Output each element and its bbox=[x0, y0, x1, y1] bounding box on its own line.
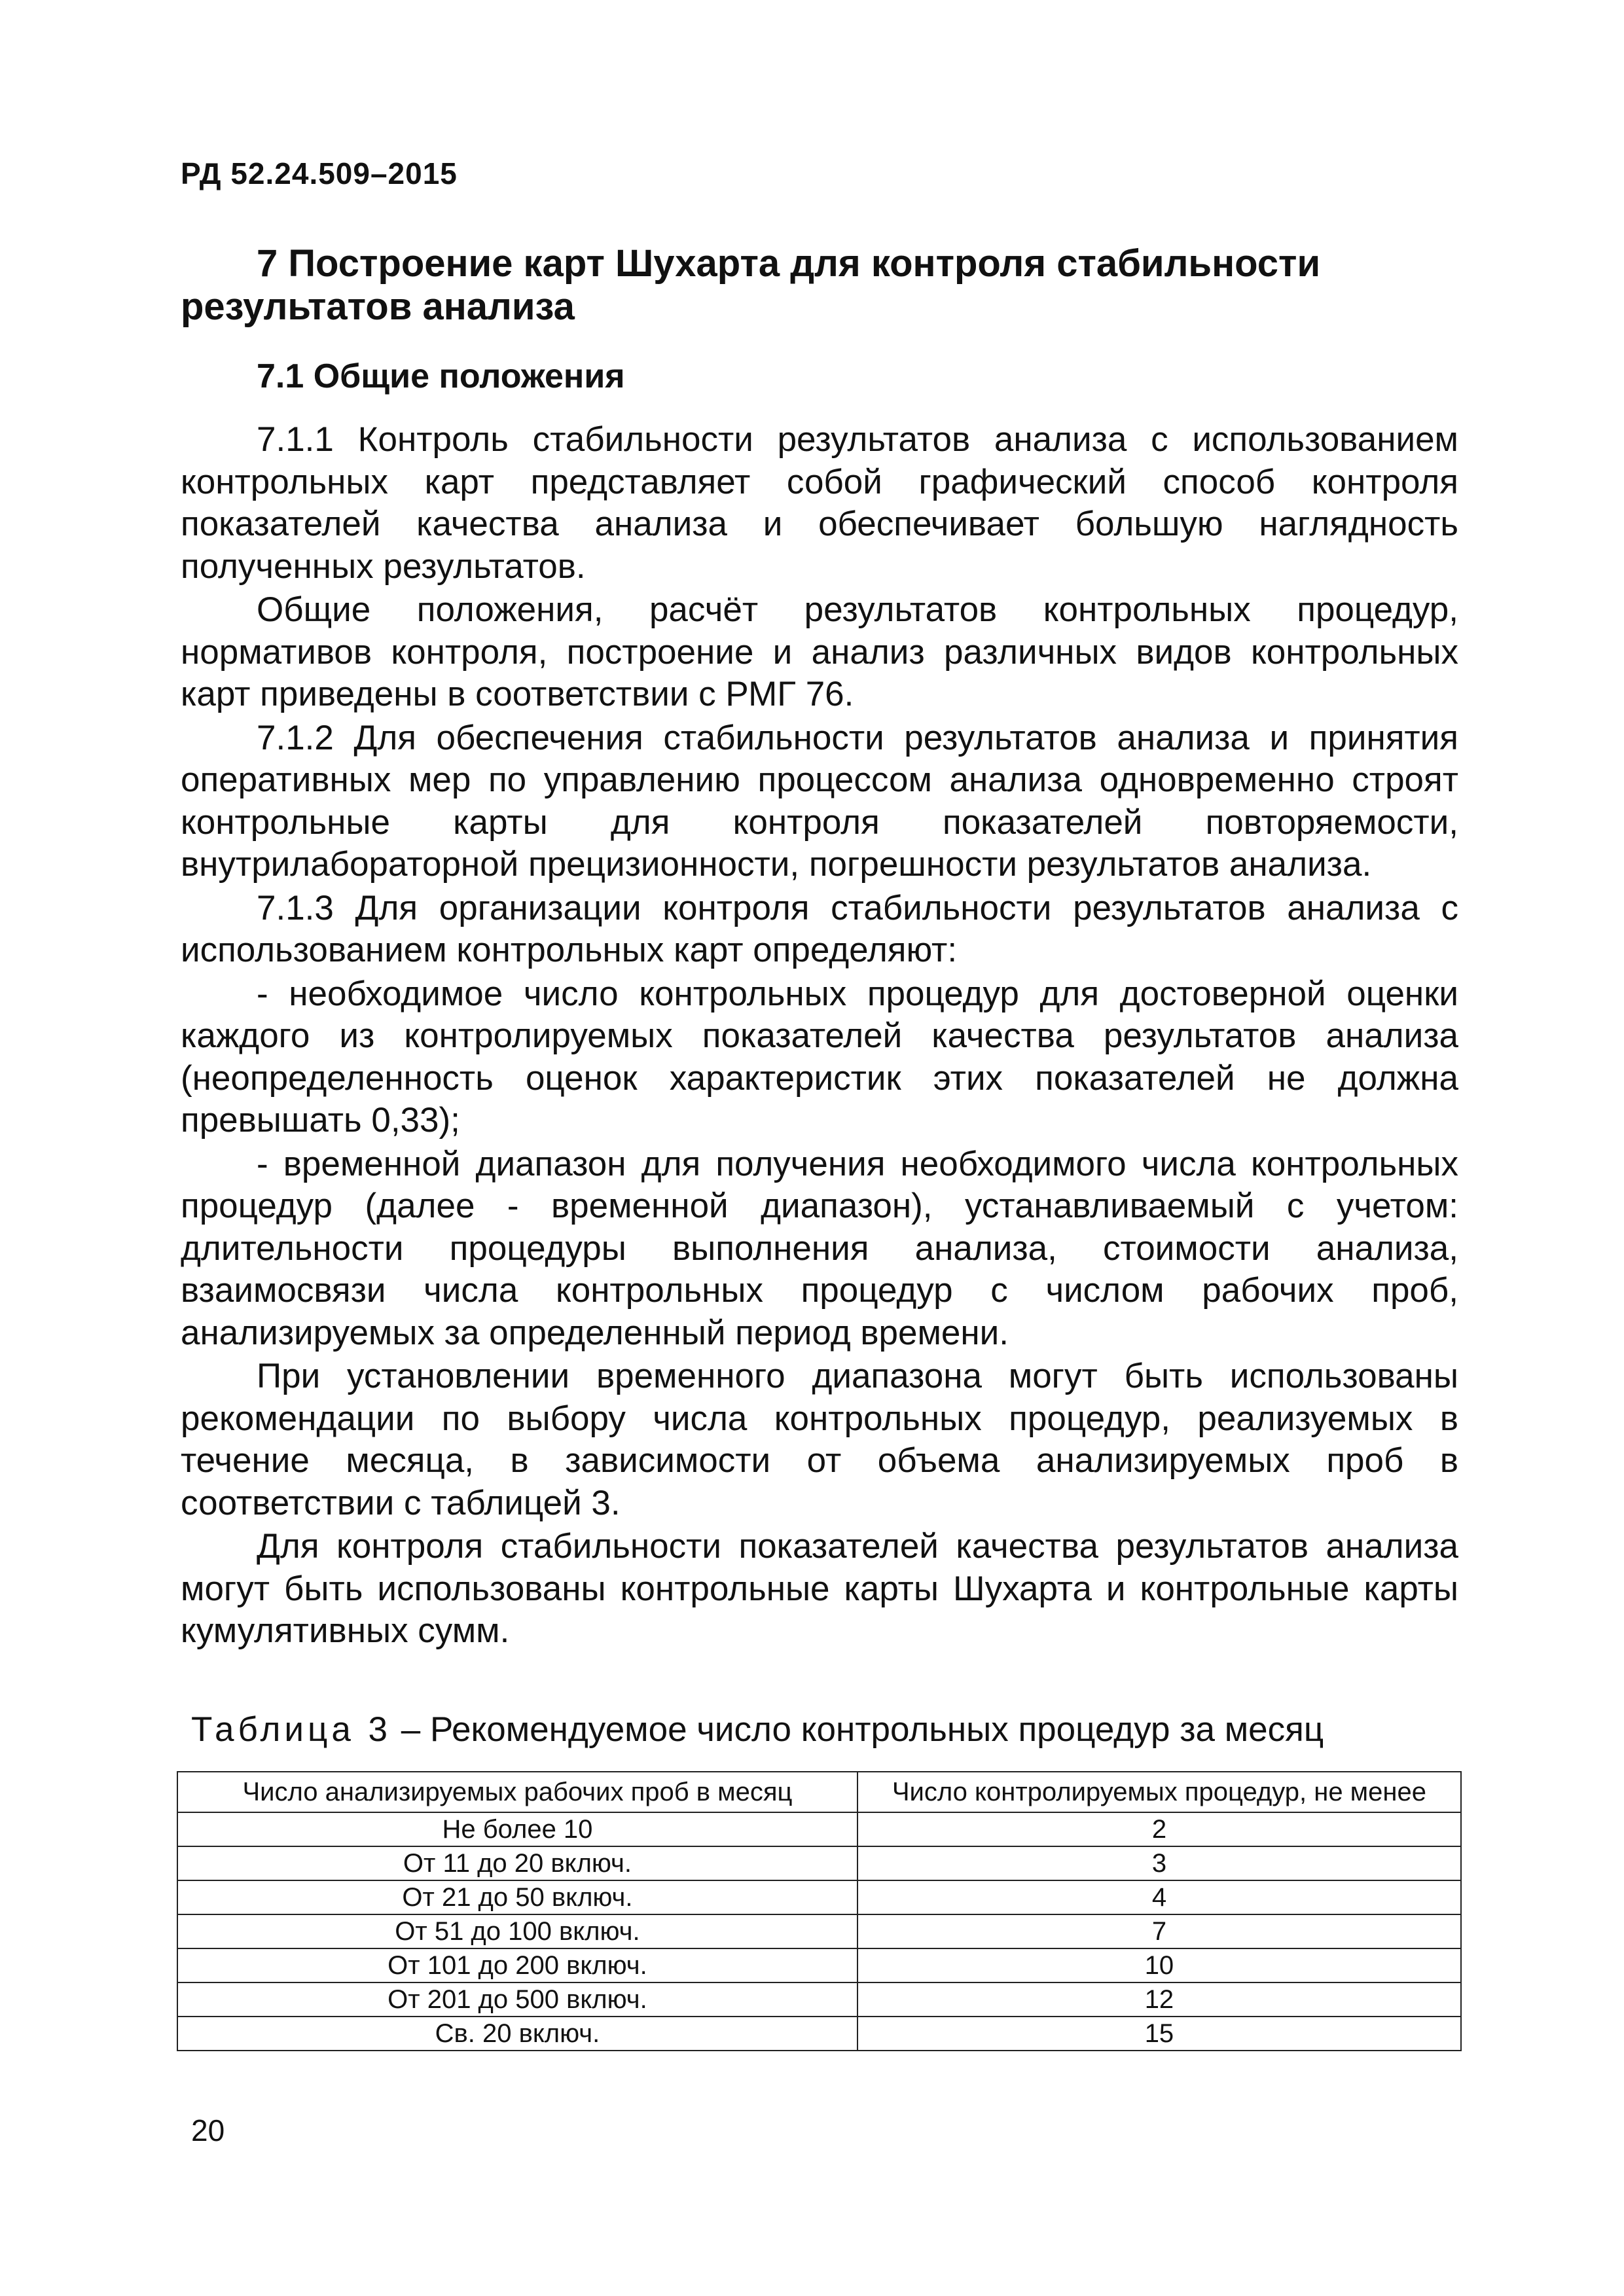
table-cell-procedures: 4 bbox=[857, 1880, 1461, 1914]
table-cell-samples: От 21 до 50 включ. bbox=[177, 1880, 857, 1914]
table-cell-procedures: 12 bbox=[857, 1982, 1461, 2017]
table-header-procedures: Число контролируемых процедур, не менее bbox=[857, 1772, 1461, 1812]
table-cell-procedures: 2 bbox=[857, 1812, 1461, 1846]
table-cell-procedures: 3 bbox=[857, 1846, 1461, 1880]
table-caption-text: – Рекомендуемое число контрольных процедур за месяц bbox=[391, 1710, 1324, 1749]
paragraph-7-1-1: 7.1.1 Контроль стабильности результатов анализа с использованием контрольных карт представляет собой графический способ контроля показателей качества анализа и обеспечивает большую наглядность полученных результатов. bbox=[181, 420, 1458, 586]
subsection-title: 7.1 Общие положения bbox=[257, 357, 625, 395]
paragraph-time-range: При установлении временного диапазона могут быть использованы рекомендации по выбору числа контрольных процедур, реализуемых в течение месяца, в зависимости от объема анализируемых проб в соответствии с таблицей 3. bbox=[181, 1357, 1458, 1522]
table-row bbox=[177, 2017, 1461, 2051]
table-row bbox=[177, 1982, 1461, 2017]
table-caption bbox=[191, 1710, 1461, 1749]
table-caption-label: Таблица 3 bbox=[191, 1710, 392, 1749]
table-cell-samples: От 101 до 200 включ. bbox=[177, 1948, 857, 1982]
section-title bbox=[181, 242, 1454, 329]
table-row bbox=[177, 1914, 1461, 1948]
paragraph-7-1-2: 7.1.2 Для обеспечения стабильности результатов анализа и принятия оперативных мер по управлению процессом анализа одновременно строят контрольные карты для контроля показателей повторяемости, внутрилабораторной прецизионности, погрешности результатов анализа. bbox=[181, 718, 1458, 884]
table-row bbox=[177, 1812, 1461, 1846]
table-cell-samples: От 11 до 20 включ. bbox=[177, 1846, 857, 1880]
table-cell-procedures: 15 bbox=[857, 2017, 1461, 2051]
list-item-time-range: - временной диапазон для получения необходимого числа контрольных процедур (далее - временной диапазон), устанавливаемый с учетом: длительности процедуры выполнения анализа, стоимости анализа, взаимосвязи числа контрольных процедур с числом рабочих проб, анализируемых за определенный период времени. bbox=[181, 1144, 1458, 1352]
table-cell-procedures: 10 bbox=[857, 1948, 1461, 1982]
table-cell-samples: Не более 10 bbox=[177, 1812, 857, 1846]
table-header-samples: Число анализируемых рабочих проб в месяц bbox=[177, 1772, 857, 1812]
table-header-row bbox=[177, 1772, 1461, 1812]
table-row bbox=[177, 1846, 1461, 1880]
table-row bbox=[177, 1948, 1461, 1982]
body-text bbox=[181, 419, 1458, 1654]
table-3 bbox=[177, 1771, 1462, 2051]
table-cell-samples: Св. 20 включ. bbox=[177, 2017, 857, 2051]
table-cell-samples: От 201 до 500 включ. bbox=[177, 1982, 857, 2017]
table-cell-samples: От 51 до 100 включ. bbox=[177, 1914, 857, 1948]
section-title-line-2: результатов анализа bbox=[181, 285, 575, 328]
list-item-procedures: - необходимое число контрольных процедур для достоверной оценки каждого из контролируемых показателей качества результатов анализа (неопределенность оценок характеристик этих показателей не должна превышать 0,33); bbox=[181, 974, 1458, 1139]
page-number: 20 bbox=[191, 2113, 225, 2147]
paragraph-control-charts: Для контроля стабильности показателей качества результатов анализа могут быть использованы контрольные карты Шухарта и контрольные карты кумулятивных сумм. bbox=[181, 1527, 1458, 1650]
section-title-line-1: 7 Построение карт Шухарта для контроля стабильности bbox=[257, 242, 1321, 285]
paragraph-general: Общие положения, расчёт результатов контрольных процедур, нормативов контроля, построение и анализ различных видов контрольных карт приведены в соответствии с РМГ 76. bbox=[181, 590, 1458, 713]
table-cell-procedures: 7 bbox=[857, 1914, 1461, 1948]
table-row bbox=[177, 1880, 1461, 1914]
paragraph-7-1-3: 7.1.3 Для организации контроля стабильности результатов анализа с использованием контрольных карт определяют: bbox=[181, 888, 1458, 969]
document-code: РД 52.24.509–2015 bbox=[181, 156, 458, 190]
